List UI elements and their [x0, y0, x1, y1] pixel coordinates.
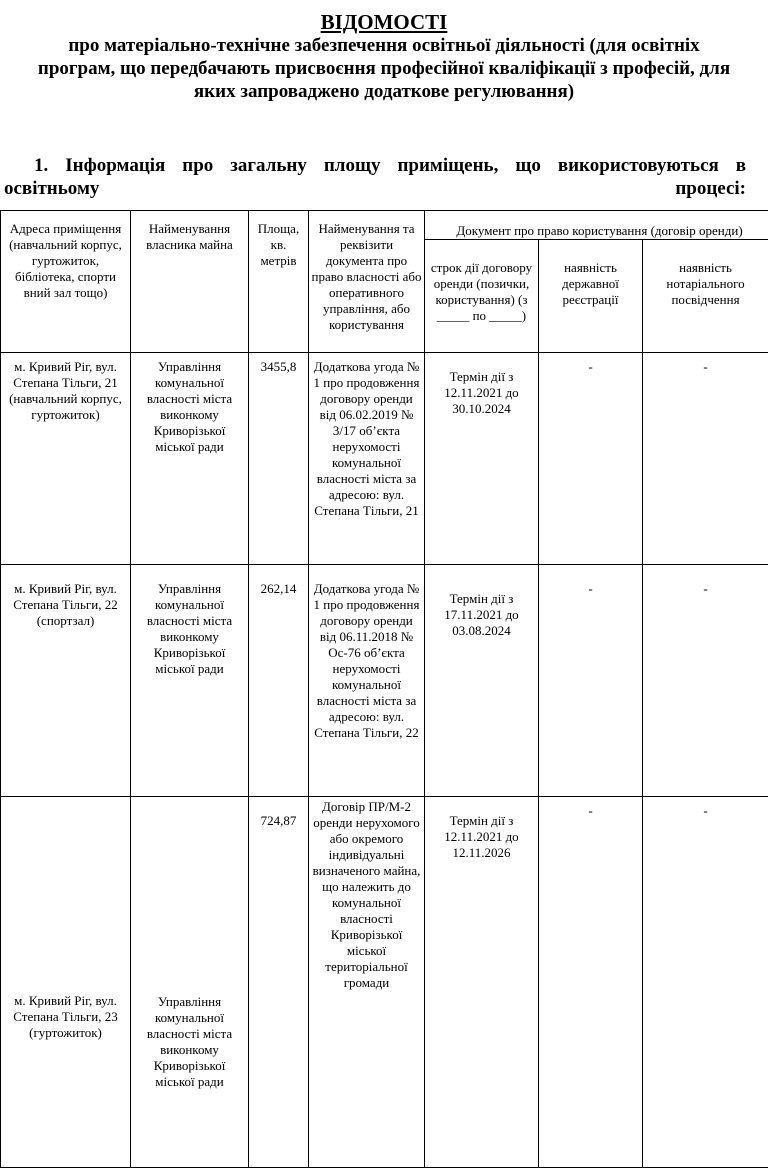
- cell-notary: -: [643, 565, 768, 797]
- cell-address: м. Кривий Ріг, вул. Степана Тільги, 23 (гуртожиток): [1, 797, 131, 1168]
- cell-state-registration: -: [539, 565, 643, 797]
- cell-owner: Управління комунальної власності міста виконкому Криворізької міської ради: [131, 797, 249, 1168]
- cell-notary: -: [643, 797, 768, 1168]
- cell-term: Термін дії з 12.11.2021 до 30.10.2024: [425, 353, 539, 565]
- cell-owner: Управління комунальної власності міста виконкому Криворізької міської ради: [131, 353, 249, 565]
- cell-document: Договір ПР/М-2 оренди нерухомого або окремого індивідуальні визначеного майна, що належить до комунальної власності Криворізької міської територіальної громади: [309, 797, 425, 1168]
- header-area: Площа, кв. метрів: [249, 211, 309, 353]
- section-number: 1.: [34, 155, 48, 176]
- cell-state-registration: -: [539, 353, 643, 565]
- section-text: Інформація про загальну площу приміщень, що використовуються в освітньому процесі:: [4, 155, 746, 199]
- cell-document: Додаткова угода № 1 про продовження договору оренди від 06.11.2018 № Ос-76 об’єкта нерухомості комунальної власності міста за адресою: вул. Степана Тільги, 22: [309, 565, 425, 797]
- table-row: [1, 353, 768, 565]
- cell-notary: -: [643, 353, 768, 565]
- cell-address: м. Кривий Ріг, вул. Степана Тільги, 22 (спортзал): [1, 565, 131, 797]
- table-row: [1, 565, 768, 797]
- cell-area: 262,14: [249, 565, 309, 797]
- header-address: Адреса приміщення (навчальний корпус, гуртожиток, бібліотека, спорти вний зал тощо): [1, 211, 131, 353]
- premises-table: [0, 210, 768, 1168]
- cell-term: Термін дії з 12.11.2021 до 12.11.2026: [425, 797, 539, 1168]
- cell-area: 3455,8: [249, 353, 309, 565]
- table-row: [1, 797, 768, 1168]
- cell-state-registration: -: [539, 797, 643, 1168]
- header-owner: Найменування власника майна: [131, 211, 249, 353]
- cell-area: 724,87: [249, 797, 309, 1168]
- header-term: строк дії договору оренди (позички, користування) (з _____ по _____): [425, 240, 539, 353]
- header-document: Найменування та реквізити документа про право власності або оперативного управління, або користування: [309, 211, 425, 353]
- cell-term: Термін дії з 17.11.2021 до 03.08.2024: [425, 565, 539, 797]
- cell-document: Додаткова угода № 1 про продовження договору оренди від 06.02.2019 № 3/17 об’єкта нерухомості комунальної власності міста за адресою: вул. Степана Тільги, 21: [309, 353, 425, 565]
- document-subtitle: про матеріально-технічне забезпечення освітньої діяльності (для освітніх програм, що передбачають присвоєння професійної кваліфікації з професій, для яких запроваджено додаткове регулювання): [0, 34, 768, 103]
- document-title: ВІДОМОСТІ: [0, 10, 768, 34]
- cell-owner: Управління комунальної власності міста виконкому Криворізької міської ради: [131, 565, 249, 797]
- header-right-document: Документ про право користування (договір оренди): [425, 211, 768, 240]
- header-notary: наявність нотаріального посвідчення: [643, 240, 768, 353]
- cell-address: м. Кривий Ріг, вул. Степана Тільги, 21 (навчальний корпус, гуртожиток): [1, 353, 131, 565]
- document-header: [0, 10, 768, 103]
- header-state-registration: наявність державної реєстрації: [539, 240, 643, 353]
- table-header-row: [1, 211, 768, 240]
